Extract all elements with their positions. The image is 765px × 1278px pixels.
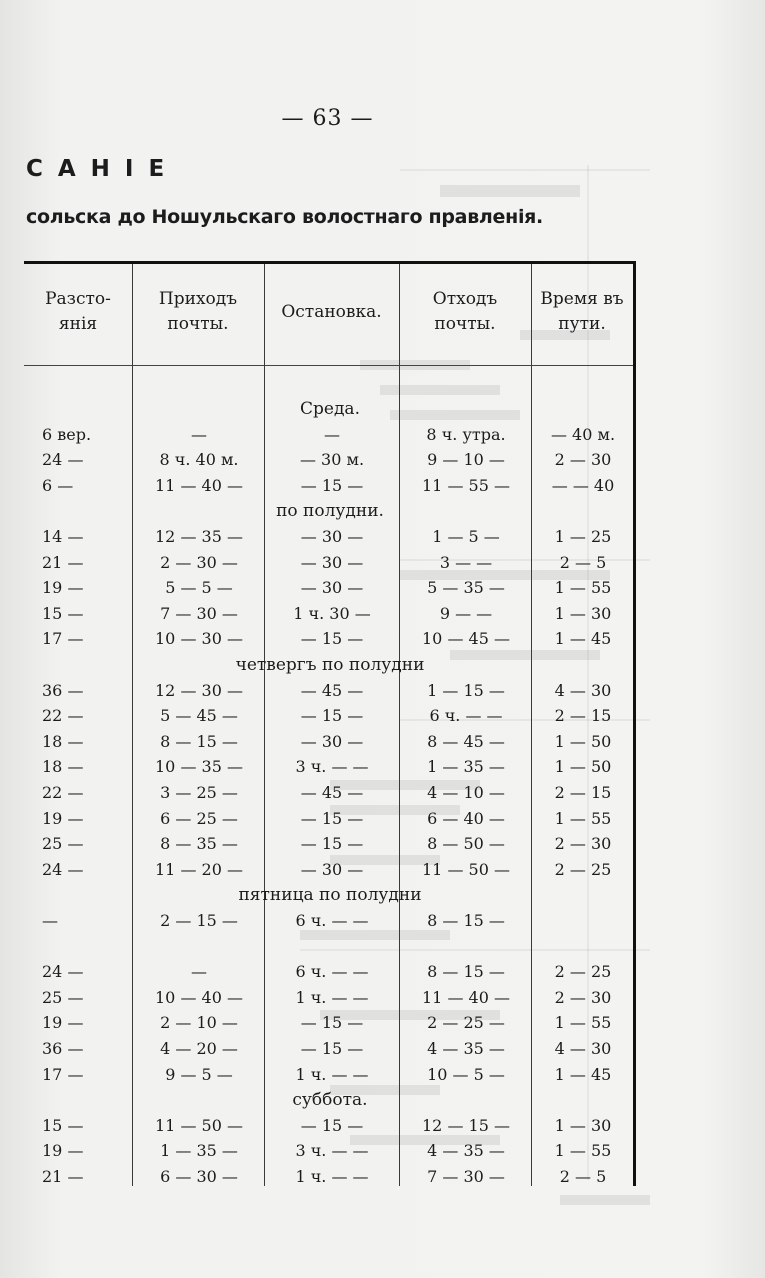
table-cell: 4 — 30 (554, 1039, 612, 1058)
table-cell: 15 — (42, 603, 84, 623)
table-cell: 12 — 15 — (422, 1115, 510, 1135)
table-cell: — 40 м. (550, 424, 616, 444)
table-cell: 9 — 5 — (165, 1064, 233, 1084)
column-header-travel-time (531, 287, 633, 337)
table-row (24, 551, 636, 575)
table-cell: 10 — 30 — (155, 629, 243, 649)
table-cell: 18 — (42, 731, 84, 751)
column-header-stop (264, 300, 399, 325)
table-cell: 2 — 25 (554, 962, 612, 982)
table-cell: 1 ч. — — (295, 987, 369, 1007)
table-row (24, 807, 636, 831)
table-cell: 19 — (42, 1013, 84, 1033)
table-row (24, 1037, 636, 1061)
table-row (24, 781, 636, 805)
table-cell: — 15 — (300, 629, 364, 649)
table-cell: 6 ч. — — (295, 911, 369, 930)
page-number: — 63 — (281, 106, 374, 131)
table-cell: 4 — 10 — (427, 783, 505, 802)
table-cell: 12 — 35 — (155, 527, 243, 546)
table-row (24, 1165, 636, 1189)
table-cell: 1 — 45 (554, 629, 612, 649)
table-row (24, 730, 636, 754)
column-header-arrival (132, 287, 264, 337)
table-row (24, 423, 636, 447)
table-cell: 1 — 55 (554, 1013, 612, 1033)
table-cell: 6 — 25 — (160, 808, 238, 828)
table-row (24, 474, 636, 498)
table-cell: 24 — (42, 962, 84, 982)
table-cell: — 15 — (300, 834, 364, 854)
table-cell: 3 ч. — — (295, 757, 369, 777)
table-row (24, 602, 636, 626)
table-cell: 1 — 25 (554, 527, 612, 546)
table-cell: 22 — (42, 706, 84, 726)
table-cell: 1 — 35 — (160, 1141, 238, 1161)
table-row (24, 755, 636, 779)
table-cell: 19 — (42, 1141, 84, 1161)
table-cell: 8 — 15 — (427, 911, 505, 930)
table-cell: 10 — 45 — (422, 629, 510, 649)
table-cell: 2 — 25 — (427, 1013, 505, 1033)
column-header-departure (399, 287, 531, 337)
table-cell: 1 — 50 (554, 757, 612, 777)
table-row (24, 1011, 636, 1035)
table-cell: 11 — 40 — (422, 987, 510, 1007)
table-cell: — 15 — (300, 808, 364, 828)
table-cell: 1 — 30 (554, 603, 612, 623)
table-cell: 2 — 30 (554, 834, 612, 854)
table-cell: 19 — (42, 808, 84, 828)
table-cell: 8 — 50 — (427, 834, 505, 854)
table-cell: — 30 — (300, 527, 364, 546)
table-cell: 21 — (42, 1167, 84, 1186)
table-cell: 36 — (42, 680, 84, 700)
table-cell: 17 — (42, 1064, 84, 1084)
section-subheading: сольска до Ношульскаго волостнаго правленія. (26, 206, 543, 228)
table-cell: — — 40 (551, 475, 615, 495)
table-cell: 1 — 50 (554, 731, 612, 751)
table-cell: — (324, 424, 340, 444)
table-cell: 6 вер. (42, 424, 92, 444)
table-row (24, 832, 636, 856)
table-row (24, 525, 636, 549)
table-cell: 6 ч. — — (295, 962, 369, 982)
column-header-line: Приходъ (158, 289, 238, 309)
table-cell: 10 — 5 — (427, 1064, 505, 1084)
table-cell: 10 — 35 — (155, 757, 243, 777)
table-cell: — (191, 962, 207, 982)
table-cell: 24 — (42, 450, 84, 470)
table-cell: 2 — 5 (559, 552, 607, 572)
table-cell: 15 — (42, 1115, 84, 1135)
table-row (24, 986, 636, 1010)
table-cell: 1 ч. — — (295, 1167, 369, 1186)
table-cell: 5 — 35 — (427, 578, 505, 598)
table-cell: — 30 — (300, 731, 364, 751)
table-cell: 2 — 10 — (160, 1013, 238, 1033)
table-cell: 2 — 30 (554, 987, 612, 1007)
table-cell: — 30 м. (299, 450, 365, 470)
table-cell: 4 — 35 — (427, 1141, 505, 1161)
table-cell: 2 — 15 (554, 783, 612, 802)
table-cell: 3 — — (439, 552, 493, 572)
table-row (24, 960, 636, 984)
table-row (24, 1114, 636, 1138)
table-cell: 36 — (42, 1039, 84, 1058)
column-header-line: Разсто- (45, 289, 111, 309)
table-cell: 11 — 20 — (155, 859, 243, 879)
table-cell: 2 — 15 (554, 706, 612, 726)
table-cell: 4 — 30 (554, 680, 612, 700)
schedule-table (24, 261, 636, 1186)
table-cell: — 45 — (300, 680, 364, 700)
table-cell: 1 — 55 (554, 808, 612, 828)
table-cell: 1 — 35 — (427, 757, 505, 777)
table-row (24, 679, 636, 703)
table-cell: 1 — 55 (554, 578, 612, 598)
table-cell: 6 ч. — — (429, 706, 503, 726)
table-cell: 1 — 55 (554, 1141, 612, 1161)
table-cell: 11 — 40 — (155, 475, 243, 495)
table-cell: 1 — 5 — (432, 527, 500, 546)
table-cell: 2 — 30 (554, 450, 612, 470)
table-cell: 1 — 30 (554, 1115, 612, 1135)
table-cell: 7 — 30 — (160, 603, 238, 623)
table-row (24, 909, 636, 933)
table-cell: 1 ч. — — (295, 1064, 369, 1084)
table-cell: 11 — 50 — (155, 1115, 243, 1135)
table-cell: 8 — 45 — (427, 731, 505, 751)
table-row (24, 576, 636, 600)
table-header-rule (24, 365, 636, 366)
table-cell: 3 — 25 — (160, 783, 238, 802)
column-header-line: пути. (558, 314, 606, 334)
table-cell: 8 — 35 — (160, 834, 238, 854)
table-cell: 11 — 55 — (422, 475, 510, 495)
table-cell: — 15 — (300, 706, 364, 726)
day-section-label: пятница по полудни (238, 885, 422, 906)
table-cell: 12 — 30 — (155, 680, 243, 700)
table-cell: 11 — 50 — (422, 859, 510, 879)
day-section-label: четвергъ по полудни (235, 655, 425, 675)
section-heading: САНІЕ (26, 156, 180, 182)
table-cell: 8 — 15 — (160, 731, 238, 751)
table-cell: 4 — 35 — (427, 1039, 505, 1058)
table-cell: — (42, 911, 58, 930)
table-cell: 9 — 10 — (427, 450, 505, 470)
table-cell: 21 — (42, 552, 84, 572)
table-cell: — (191, 424, 207, 444)
table-cell: 25 — (42, 834, 84, 854)
table-cell: — 15 — (300, 1039, 364, 1058)
table-cell: 2 — 15 — (160, 911, 238, 930)
table-cell: 1 ч. 30 — (293, 603, 371, 623)
table-cell: 24 — (42, 859, 84, 879)
day-section-label: Среда. (300, 399, 360, 419)
table-cell: 6 — (42, 475, 74, 495)
table-top-rule (24, 261, 636, 264)
table-row (24, 1139, 636, 1163)
column-header-line: Отходъ (432, 289, 498, 309)
table-row (24, 448, 636, 472)
table-cell: — 15 — (300, 1013, 364, 1033)
table-cell: — 15 — (300, 475, 364, 495)
table-cell: 18 — (42, 757, 84, 777)
table-cell: 2 — 25 (554, 859, 612, 879)
table-row (24, 627, 636, 651)
table-cell: 5 — 45 — (160, 706, 238, 726)
table-row (24, 858, 636, 882)
table-row (24, 1063, 636, 1087)
table-cell: — 30 — (300, 859, 364, 879)
table-cell: 8 ч. 40 м. (159, 450, 239, 470)
table-cell: 8 ч. утра. (426, 424, 506, 444)
table-cell: 8 — 15 — (427, 962, 505, 982)
table-cell: 5 — 5 — (165, 578, 233, 598)
column-header-line: Время въ (540, 289, 624, 309)
column-header-distance (24, 287, 132, 337)
column-header-line: почты. (167, 314, 229, 334)
table-cell: 19 — (42, 578, 84, 598)
table-cell: 22 — (42, 783, 84, 802)
table-cell: 10 — 40 — (155, 987, 243, 1007)
table-cell: 17 — (42, 629, 84, 649)
table-cell: 7 — 30 — (427, 1167, 505, 1186)
table-cell: 14 — (42, 527, 84, 546)
table-cell: — 30 — (300, 552, 364, 572)
table-cell: 2 — 5 (559, 1167, 607, 1186)
column-header-line: почты. (434, 314, 496, 334)
table-cell: 4 — 20 — (160, 1039, 238, 1058)
table-cell: 9 — — (439, 603, 493, 623)
column-header-line: янія (58, 314, 98, 334)
day-section-label: по полудни. (276, 501, 384, 522)
table-cell: 1 — 15 — (427, 680, 505, 700)
table-row (24, 704, 636, 728)
table-cell: 6 — 40 — (427, 808, 505, 828)
day-section-label: суббота. (292, 1090, 368, 1111)
table-cell: 2 — 30 — (160, 552, 238, 572)
table-cell: — 30 — (300, 578, 364, 598)
column-header-line: Остановка. (281, 302, 382, 322)
table-cell: 6 — 30 — (160, 1167, 238, 1186)
table-cell: 25 — (42, 987, 84, 1007)
table-cell: 3 ч. — — (295, 1141, 369, 1161)
table-cell: — 45 — (300, 783, 364, 802)
table-cell: 1 — 45 (554, 1064, 612, 1084)
table-cell: — 15 — (300, 1115, 364, 1135)
